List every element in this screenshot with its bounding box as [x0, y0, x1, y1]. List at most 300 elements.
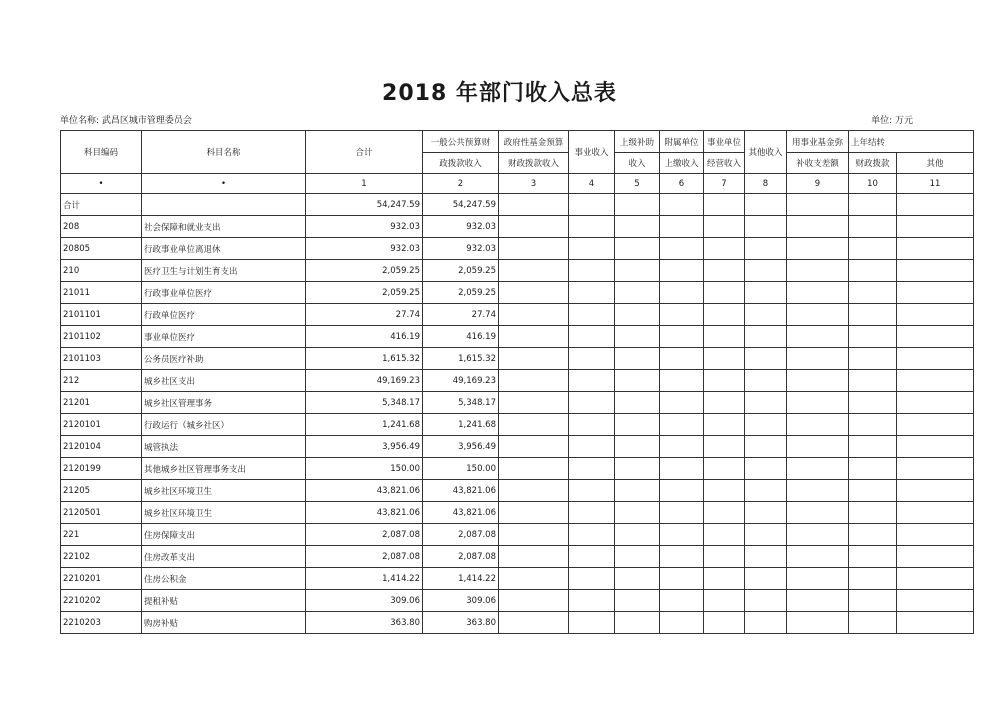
empty-cell — [660, 524, 704, 546]
empty-cell — [569, 392, 615, 414]
empty-cell — [569, 194, 615, 216]
empty-cell — [787, 590, 849, 612]
empty-cell — [660, 612, 704, 634]
row-code: 2210201 — [61, 568, 142, 590]
empty-cell — [615, 524, 660, 546]
empty-cell — [704, 414, 745, 436]
empty-cell — [704, 546, 745, 568]
table-row — [61, 524, 974, 546]
empty-cell — [569, 480, 615, 502]
empty-cell — [849, 458, 897, 480]
row-name: 城乡社区环境卫生 — [142, 480, 306, 502]
row-general-budget: 150.00 — [423, 458, 499, 480]
empty-cell — [569, 436, 615, 458]
table-row — [61, 612, 974, 634]
header-superior-1: 上级补助 — [615, 131, 660, 153]
empty-cell — [787, 216, 849, 238]
empty-cell — [569, 370, 615, 392]
row-general-budget: 5,348.17 — [423, 392, 499, 414]
empty-cell — [745, 436, 787, 458]
empty-cell — [897, 348, 974, 370]
empty-cell — [897, 194, 974, 216]
row-general-budget: 1,414.22 — [423, 568, 499, 590]
row-code: 221 — [61, 524, 142, 546]
row-general-budget: 1,241.68 — [423, 414, 499, 436]
table-row — [61, 436, 974, 458]
empty-cell — [897, 392, 974, 414]
table-row — [61, 326, 974, 348]
column-index-cell: 7 — [704, 174, 745, 194]
row-code: 21201 — [61, 392, 142, 414]
table-row — [61, 348, 974, 370]
empty-cell — [849, 194, 897, 216]
row-code: 2120104 — [61, 436, 142, 458]
empty-cell — [569, 612, 615, 634]
empty-cell — [660, 436, 704, 458]
empty-cell — [569, 458, 615, 480]
row-total: 2,059.25 — [306, 260, 423, 282]
row-name: 住房保障支出 — [142, 524, 306, 546]
row-total: 3,956.49 — [306, 436, 423, 458]
table-body — [61, 131, 974, 634]
empty-cell — [569, 348, 615, 370]
empty-cell — [745, 480, 787, 502]
empty-cell — [499, 414, 569, 436]
empty-cell — [897, 304, 974, 326]
empty-cell — [787, 304, 849, 326]
empty-cell — [660, 260, 704, 282]
row-total: 150.00 — [306, 458, 423, 480]
empty-cell — [499, 524, 569, 546]
row-name: 社会保障和就业支出 — [142, 216, 306, 238]
row-general-budget: 2,087.08 — [423, 524, 499, 546]
empty-cell — [660, 304, 704, 326]
table-row — [61, 238, 974, 260]
empty-cell — [615, 304, 660, 326]
empty-cell — [660, 546, 704, 568]
empty-cell — [569, 546, 615, 568]
empty-cell — [569, 260, 615, 282]
empty-cell — [849, 612, 897, 634]
empty-cell — [499, 392, 569, 414]
table-row — [61, 546, 974, 568]
row-general-budget: 309.06 — [423, 590, 499, 612]
empty-cell — [745, 326, 787, 348]
row-name: 城管执法 — [142, 436, 306, 458]
row-name — [142, 194, 306, 216]
empty-cell — [849, 304, 897, 326]
empty-cell — [615, 348, 660, 370]
empty-cell — [704, 238, 745, 260]
row-name: 行政单位医疗 — [142, 304, 306, 326]
empty-cell — [745, 282, 787, 304]
empty-cell — [660, 414, 704, 436]
column-index-cell: 8 — [745, 174, 787, 194]
row-general-budget: 54,247.59 — [423, 194, 499, 216]
empty-cell — [787, 458, 849, 480]
empty-cell — [704, 326, 745, 348]
column-index-cell: 6 — [660, 174, 704, 194]
unit-name-label: 单位名称: 武昌区城市管理委员会 — [60, 116, 192, 126]
row-code: 2210202 — [61, 590, 142, 612]
column-index-cell: 1 — [306, 174, 423, 194]
row-name: 公务员医疗补助 — [142, 348, 306, 370]
empty-cell — [615, 282, 660, 304]
empty-cell — [499, 568, 569, 590]
empty-cell — [615, 502, 660, 524]
empty-cell — [745, 348, 787, 370]
row-name: 住房改革支出 — [142, 546, 306, 568]
row-code: 208 — [61, 216, 142, 238]
row-total: 2,087.08 — [306, 546, 423, 568]
page-title: 2018 年部门收入总表 — [382, 81, 617, 106]
row-total: 43,821.06 — [306, 480, 423, 502]
row-name: 购房补贴 — [142, 612, 306, 634]
empty-cell — [704, 282, 745, 304]
row-general-budget: 49,169.23 — [423, 370, 499, 392]
row-name: 医疗卫生与计划生育支出 — [142, 260, 306, 282]
empty-cell — [499, 436, 569, 458]
empty-cell — [704, 304, 745, 326]
empty-cell — [704, 216, 745, 238]
header-business: 事业收入 — [569, 131, 615, 174]
empty-cell — [745, 216, 787, 238]
empty-cell — [569, 524, 615, 546]
empty-cell — [745, 194, 787, 216]
row-general-budget: 43,821.06 — [423, 480, 499, 502]
empty-cell — [745, 304, 787, 326]
empty-cell — [615, 370, 660, 392]
empty-cell — [897, 326, 974, 348]
empty-cell — [704, 458, 745, 480]
row-total: 309.06 — [306, 590, 423, 612]
row-general-budget: 3,956.49 — [423, 436, 499, 458]
empty-cell — [569, 282, 615, 304]
empty-cell — [849, 370, 897, 392]
empty-cell — [499, 194, 569, 216]
empty-cell — [569, 238, 615, 260]
column-index-cell: 2 — [423, 174, 499, 194]
row-code: 21205 — [61, 480, 142, 502]
empty-cell — [897, 480, 974, 502]
header-carry-fiscal: 财政拨款 — [849, 153, 897, 174]
header-total: 合计 — [306, 131, 423, 174]
row-code: 2120199 — [61, 458, 142, 480]
row-name: 其他城乡社区管理事务支出 — [142, 458, 306, 480]
empty-cell — [615, 458, 660, 480]
empty-cell — [499, 546, 569, 568]
empty-cell — [569, 568, 615, 590]
empty-cell — [704, 524, 745, 546]
empty-cell — [615, 436, 660, 458]
empty-cell — [897, 524, 974, 546]
empty-cell — [745, 392, 787, 414]
empty-cell — [745, 238, 787, 260]
row-name: 城乡社区管理事务 — [142, 392, 306, 414]
empty-cell — [660, 480, 704, 502]
empty-cell — [615, 612, 660, 634]
table-row — [61, 502, 974, 524]
row-name: 住房公积金 — [142, 568, 306, 590]
empty-cell — [897, 458, 974, 480]
empty-cell — [849, 216, 897, 238]
empty-cell — [745, 260, 787, 282]
table-row — [61, 194, 974, 216]
row-general-budget: 932.03 — [423, 238, 499, 260]
empty-cell — [787, 238, 849, 260]
empty-cell — [569, 502, 615, 524]
empty-cell — [569, 590, 615, 612]
empty-cell — [660, 348, 704, 370]
empty-cell — [787, 568, 849, 590]
empty-cell — [897, 260, 974, 282]
empty-cell — [660, 590, 704, 612]
row-general-budget: 416.19 — [423, 326, 499, 348]
empty-cell — [849, 590, 897, 612]
empty-cell — [897, 238, 974, 260]
empty-cell — [615, 326, 660, 348]
row-total: 49,169.23 — [306, 370, 423, 392]
empty-cell — [569, 326, 615, 348]
empty-cell — [660, 568, 704, 590]
empty-cell — [787, 348, 849, 370]
empty-cell — [704, 436, 745, 458]
empty-cell — [849, 282, 897, 304]
header-code: 科目编码 — [61, 131, 142, 174]
row-general-budget: 43,821.06 — [423, 502, 499, 524]
row-name: 行政事业单位医疗 — [142, 282, 306, 304]
row-general-budget: 932.03 — [423, 216, 499, 238]
row-name: 行政运行（城乡社区） — [142, 414, 306, 436]
empty-cell — [499, 304, 569, 326]
table-row — [61, 480, 974, 502]
row-general-budget: 2,087.08 — [423, 546, 499, 568]
empty-cell — [849, 392, 897, 414]
empty-cell — [615, 392, 660, 414]
empty-cell — [660, 392, 704, 414]
empty-cell — [849, 480, 897, 502]
row-general-budget: 2,059.25 — [423, 260, 499, 282]
empty-cell — [704, 348, 745, 370]
row-total: 2,087.08 — [306, 524, 423, 546]
table-row — [61, 568, 974, 590]
header-general-2: 政拨款收入 — [423, 153, 499, 174]
empty-cell — [704, 612, 745, 634]
empty-cell — [849, 260, 897, 282]
row-code: 22102 — [61, 546, 142, 568]
row-code: 2101102 — [61, 326, 142, 348]
empty-cell — [499, 370, 569, 392]
row-code: 2120101 — [61, 414, 142, 436]
column-index-cell: 5 — [615, 174, 660, 194]
row-name: 城乡社区环境卫生 — [142, 502, 306, 524]
empty-cell — [897, 612, 974, 634]
table-row — [61, 304, 974, 326]
empty-cell — [787, 260, 849, 282]
row-total: 2,059.25 — [306, 282, 423, 304]
empty-cell — [660, 502, 704, 524]
empty-cell — [849, 546, 897, 568]
empty-cell — [787, 524, 849, 546]
header-row-1 — [61, 131, 974, 153]
table-row — [61, 590, 974, 612]
empty-cell — [499, 502, 569, 524]
empty-cell — [897, 590, 974, 612]
empty-cell — [897, 370, 974, 392]
empty-cell — [787, 436, 849, 458]
empty-cell — [704, 370, 745, 392]
header-affiliated-2: 上缴收入 — [660, 153, 704, 174]
empty-cell — [499, 612, 569, 634]
empty-cell — [660, 216, 704, 238]
empty-cell — [745, 568, 787, 590]
empty-cell — [787, 480, 849, 502]
empty-cell — [660, 194, 704, 216]
empty-cell — [787, 612, 849, 634]
empty-cell — [745, 590, 787, 612]
row-total: 5,348.17 — [306, 392, 423, 414]
row-total: 416.19 — [306, 326, 423, 348]
empty-cell — [849, 326, 897, 348]
empty-cell — [660, 238, 704, 260]
empty-cell — [849, 436, 897, 458]
empty-cell — [615, 480, 660, 502]
row-name: 事业单位医疗 — [142, 326, 306, 348]
header-affiliated-1: 附属单位 — [660, 131, 704, 153]
table-row — [61, 370, 974, 392]
empty-cell — [704, 568, 745, 590]
header-superior-2: 收入 — [615, 153, 660, 174]
table-row — [61, 260, 974, 282]
empty-cell — [745, 414, 787, 436]
table-row — [61, 414, 974, 436]
row-total: 27.74 — [306, 304, 423, 326]
empty-cell — [704, 392, 745, 414]
row-total: 932.03 — [306, 238, 423, 260]
empty-cell — [660, 282, 704, 304]
column-index-cell: 3 — [499, 174, 569, 194]
header-carryover: 上年结转 — [849, 131, 974, 153]
empty-cell — [499, 238, 569, 260]
empty-cell — [787, 392, 849, 414]
empty-cell — [499, 480, 569, 502]
empty-cell — [745, 370, 787, 392]
row-general-budget: 2,059.25 — [423, 282, 499, 304]
empty-cell — [499, 216, 569, 238]
empty-cell — [897, 216, 974, 238]
header-other-income: 其他收入 — [745, 131, 787, 174]
row-code: 21011 — [61, 282, 142, 304]
empty-cell — [897, 436, 974, 458]
header-carry-other: 其他 — [897, 153, 974, 174]
empty-cell — [704, 590, 745, 612]
row-code: 2101101 — [61, 304, 142, 326]
column-index-cell: 9 — [787, 174, 849, 194]
empty-cell — [660, 458, 704, 480]
table-row — [61, 282, 974, 304]
table-row — [61, 392, 974, 414]
row-code: 210 — [61, 260, 142, 282]
empty-cell — [499, 348, 569, 370]
column-index-cell: 10 — [849, 174, 897, 194]
header-fund-1: 用事业基金弥 — [787, 131, 849, 153]
empty-cell — [745, 502, 787, 524]
empty-cell — [615, 260, 660, 282]
empty-cell — [745, 612, 787, 634]
column-index-row — [61, 174, 974, 194]
empty-cell — [615, 194, 660, 216]
empty-cell — [849, 524, 897, 546]
row-code: 合计 — [61, 194, 142, 216]
empty-cell — [897, 502, 974, 524]
table-row — [61, 458, 974, 480]
column-index-cell: • — [142, 174, 306, 194]
empty-cell — [615, 546, 660, 568]
empty-cell — [569, 216, 615, 238]
empty-cell — [787, 194, 849, 216]
empty-cell — [499, 260, 569, 282]
row-total: 1,414.22 — [306, 568, 423, 590]
row-total: 1,241.68 — [306, 414, 423, 436]
empty-cell — [787, 502, 849, 524]
empty-cell — [499, 590, 569, 612]
row-general-budget: 1,615.32 — [423, 348, 499, 370]
empty-cell — [849, 348, 897, 370]
row-code: 2120501 — [61, 502, 142, 524]
empty-cell — [569, 414, 615, 436]
empty-cell — [849, 238, 897, 260]
row-general-budget: 363.80 — [423, 612, 499, 634]
row-name: 提租补贴 — [142, 590, 306, 612]
header-gov-fund-2: 财政拨款收入 — [499, 153, 569, 174]
empty-cell — [849, 502, 897, 524]
empty-cell — [704, 480, 745, 502]
column-index-cell: • — [61, 174, 142, 194]
empty-cell — [787, 326, 849, 348]
empty-cell — [897, 568, 974, 590]
empty-cell — [704, 194, 745, 216]
table-row — [61, 216, 974, 238]
empty-cell — [787, 414, 849, 436]
empty-cell — [849, 568, 897, 590]
row-general-budget: 27.74 — [423, 304, 499, 326]
row-total: 1,615.32 — [306, 348, 423, 370]
empty-cell — [787, 546, 849, 568]
row-code: 212 — [61, 370, 142, 392]
empty-cell — [569, 304, 615, 326]
header-general-1: 一般公共预算财 — [423, 131, 499, 153]
row-total: 54,247.59 — [306, 194, 423, 216]
empty-cell — [897, 282, 974, 304]
empty-cell — [660, 370, 704, 392]
row-total: 932.03 — [306, 216, 423, 238]
row-total: 363.80 — [306, 612, 423, 634]
empty-cell — [660, 326, 704, 348]
column-index-cell: 11 — [897, 174, 974, 194]
header-gov-fund-1: 政府性基金预算 — [499, 131, 569, 153]
empty-cell — [615, 216, 660, 238]
empty-cell — [499, 282, 569, 304]
empty-cell — [787, 282, 849, 304]
header-name: 科目名称 — [142, 131, 306, 174]
header-fund-2: 补收支差额 — [787, 153, 849, 174]
header-operating-2: 经营收入 — [704, 153, 745, 174]
row-total: 43,821.06 — [306, 502, 423, 524]
column-index-cell: 4 — [569, 174, 615, 194]
empty-cell — [615, 238, 660, 260]
empty-cell — [897, 414, 974, 436]
header-operating-1: 事业单位 — [704, 131, 745, 153]
